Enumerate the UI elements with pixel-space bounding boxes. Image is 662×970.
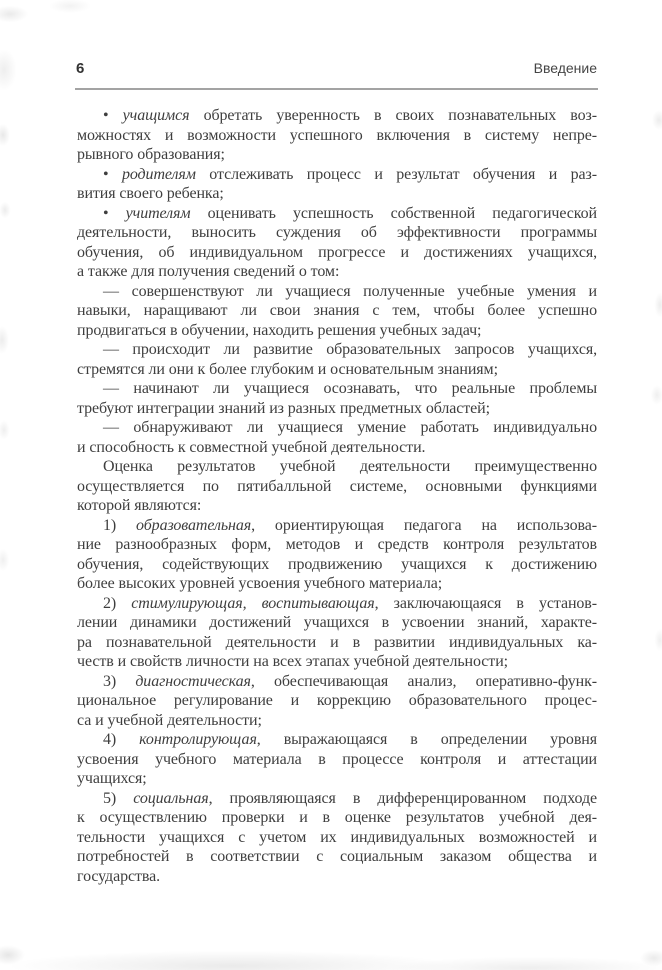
paragraph: [77, 672, 597, 731]
text-line: которой являются:: [77, 497, 202, 514]
text-line: обучения, об индивидуальном прогрессе и достижениях учащихся,: [77, 243, 597, 261]
paragraph: [77, 204, 597, 282]
running-head: [76, 60, 597, 82]
text-line: стремятся ли они к более глубоким и основательным знаниям;: [77, 360, 498, 378]
text-line: Оценка результатов учебной деятельности преимущественно: [103, 458, 597, 475]
paragraph: [77, 282, 597, 341]
section-title: Введение: [533, 60, 597, 76]
text-line: — обнаруживают ли учащиеся умение работать индивидуально: [103, 419, 597, 436]
text-line: ра познавательной деятельности и в развитии индивидуальных ка-: [77, 633, 597, 651]
text-line: к осуществлению проверки и в оценке результатов учебной дея-: [77, 809, 597, 826]
text-line: рывного образования;: [77, 146, 225, 163]
text-line: — начинают ли учащиеся осознавать, что реальные проблемы: [103, 380, 597, 397]
paragraph: [77, 340, 597, 379]
text-line: честв и свойств личности на всех этапах учебной деятельности;: [77, 653, 509, 670]
paragraph: [77, 418, 597, 457]
text-line: усвоения учебного материала в процессе контроля и аттестации: [77, 750, 597, 768]
header-rule: [75, 88, 598, 90]
paragraph: [77, 165, 597, 204]
paragraph: [77, 594, 597, 672]
text-line: деятельности, выносить суждения об эффективности программы: [77, 224, 597, 241]
text-line: вития своего ребенка;: [77, 185, 224, 202]
text-line: продвигаться в обучении, находить решения учебных задач;: [77, 321, 482, 339]
text-line: а также для получения сведений о том:: [77, 263, 340, 280]
text-line: ние разнообразных форм, методов и средств контроля результатов: [77, 536, 597, 553]
paragraph: [77, 106, 597, 165]
text-line: учащихся;: [77, 770, 147, 787]
text-line: — совершенствуют ли учащиеся полученные учебные умения и: [103, 282, 597, 300]
text-line: 4) контролирующая, выражающаяся в определении уровня: [103, 731, 597, 748]
text-line: осуществляется по пятибалльной системе, основными функциями: [77, 477, 597, 495]
text-line: • родителям отслеживать процесс и результат обучения и раз-: [103, 165, 597, 183]
text-line: навыки, наращивают ли свои знания с тем, чтобы более успешно: [77, 302, 597, 319]
text-line: — происходит ли развитие образовательных запросов учащихся,: [103, 341, 597, 358]
text-line: можностях и возможности успешного включения в систему непре-: [77, 126, 597, 144]
paragraph: [77, 789, 597, 887]
text-line: 3) диагностическая, обеспечивающая анализ, оперативно-функ-: [103, 672, 597, 690]
text-line: лении динамики достижений учащихся в усвоении знаний, характе-: [77, 614, 597, 631]
text-line: 1) образовательная, ориентирующая педагога на использова-: [103, 516, 597, 534]
text-line: са и учебной деятельности;: [77, 711, 262, 729]
text-line: тельности учащихся с учетом их индивидуальных возможностей и: [77, 828, 597, 846]
paragraph: [77, 457, 597, 516]
text-line: обучения, содействующих продвижению учащихся к достижению: [77, 555, 597, 573]
text-line: и способность к совместной учебной деятельности.: [77, 438, 426, 456]
text-line: циональное регулирование и коррекцию образовательного процес-: [77, 692, 597, 709]
paragraph: [77, 730, 597, 789]
paragraph: [77, 516, 597, 594]
text-block: [77, 106, 597, 886]
text-line: государства.: [77, 867, 161, 885]
text-line: более высоких уровней усвоения учебного материала;: [77, 575, 443, 592]
text-line: 2) стимулирующая, воспитывающая, заключающаяся в установ-: [103, 594, 597, 612]
text-line: 5) социальная, проявляющаяся в дифференцированном подходе: [103, 789, 597, 807]
text-line: • учителям оценивать успешность собственной педагогической: [103, 204, 597, 222]
text-line: • учащимся обретать уверенность в своих познавательных воз-: [103, 107, 597, 124]
page-number: 6: [76, 60, 85, 77]
text-line: потребностей в соответствии с социальным заказом общества и: [77, 848, 597, 865]
paragraph: [77, 379, 597, 418]
text-line: требуют интеграции знаний из разных предметных областей;: [77, 399, 490, 417]
